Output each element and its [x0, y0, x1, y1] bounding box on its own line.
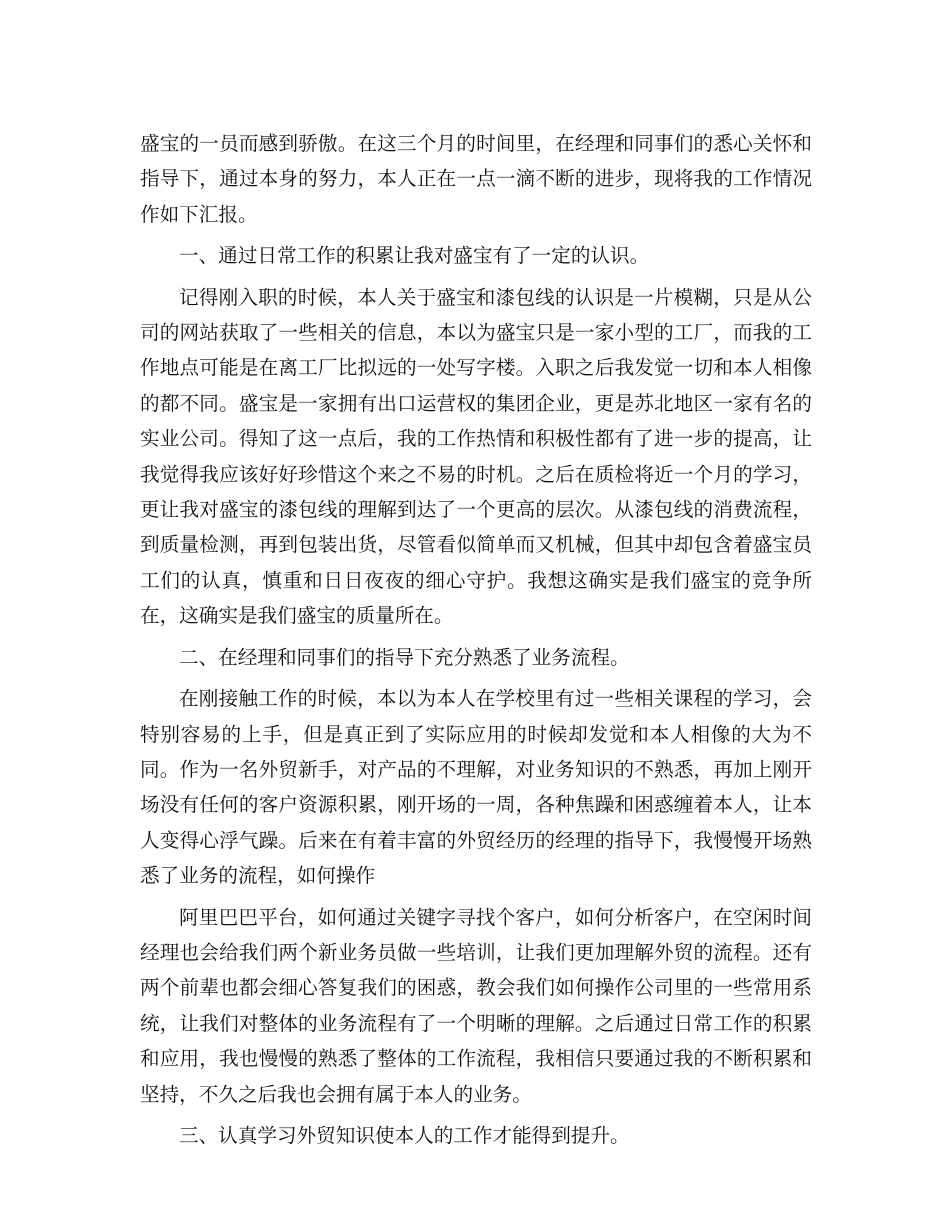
paragraph-section-2-body-b: 阿里巴巴平台，如何通过关键字寻找个客户，如何分析客户，在空闲时间经理也会给我们两个新业务员做一些培训，让我们更加理解外贸的流程。还有两个前辈也都会细心答复我们的困惑，教会我们如何操作公司里的一些常用系统，让我们对整体的业务流程有了一个明晰的理解。之后通过日常工作的积累和应用，我也慢慢的熟悉了整体的工作流程，我相信只要通过我的不断积累和坚持，不久之后我也会拥有属于本人的业务。 [140, 905, 812, 1106]
section-heading-3: 三、认真学习外贸知识使本人的工作才能得到提升。 [179, 1123, 630, 1147]
section-heading-1: 一、通过日常工作的积累让我对盛宝有了一定的认识。 [179, 244, 650, 268]
document-body [140, 126, 812, 1153]
paragraph-section-2-body-a: 在刚接触工作的时候，本以为本人在学校里有过一些相关课程的学习，会特别容易的上手，但是真正到了实际应用的时候却发觉和本人相像的大为不同。作为一名外贸新手，对产品的不理解，对业务知识的不熟悉，再加上刚开场没有任何的客户资源积累，刚开场的一周，各种焦躁和困惑缠着本人，让本人变得心浮气躁。后来在有着丰富的外贸经历的经理的指导下，我慢慢开场熟悉了业务的流程，如何操作 [140, 687, 812, 888]
paragraph-intro-continuation: 盛宝的一员而感到骄傲。在这三个月的时间里，在经理和同事们的悉心关怀和指导下，通过本身的努力，本人正在一点一滴不断的进步，现将我的工作情况作如下汇报。 [140, 132, 812, 226]
section-heading-2: 二、在经理和同事们的指导下充分熟悉了业务流程。 [179, 645, 630, 669]
paragraph-section-1-body: 记得刚入职的时候，本人关于盛宝和漆包线的认识是一片模糊，只是从公司的网站获取了一些相关的信息，本以为盛宝只是一家小型的工厂，而我的工作地点可能是在离工厂比拟远的一处写字楼。入职之后我发觉一切和本人相像的都不同。盛宝是一家拥有出口运营权的集团企业，更是苏北地区一家有名的实业公司。得知了这一点后，我的工作热情和积极性都有了进一步的提高，让我觉得我应该好好珍惜这个来之不易的时机。之后在质检将近一个月的学习，更让我对盛宝的漆包线的理解到达了一个更高的层次。从漆包线的消费流程，到质量检测，再到包装出货，尽管看似简单而又机械，但其中却包含着盛宝员工们的认真，慎重和日日夜夜的细心守护。我想这确实是我们盛宝的竞争所在，这确实是我们盛宝的质量所在。 [140, 285, 812, 628]
